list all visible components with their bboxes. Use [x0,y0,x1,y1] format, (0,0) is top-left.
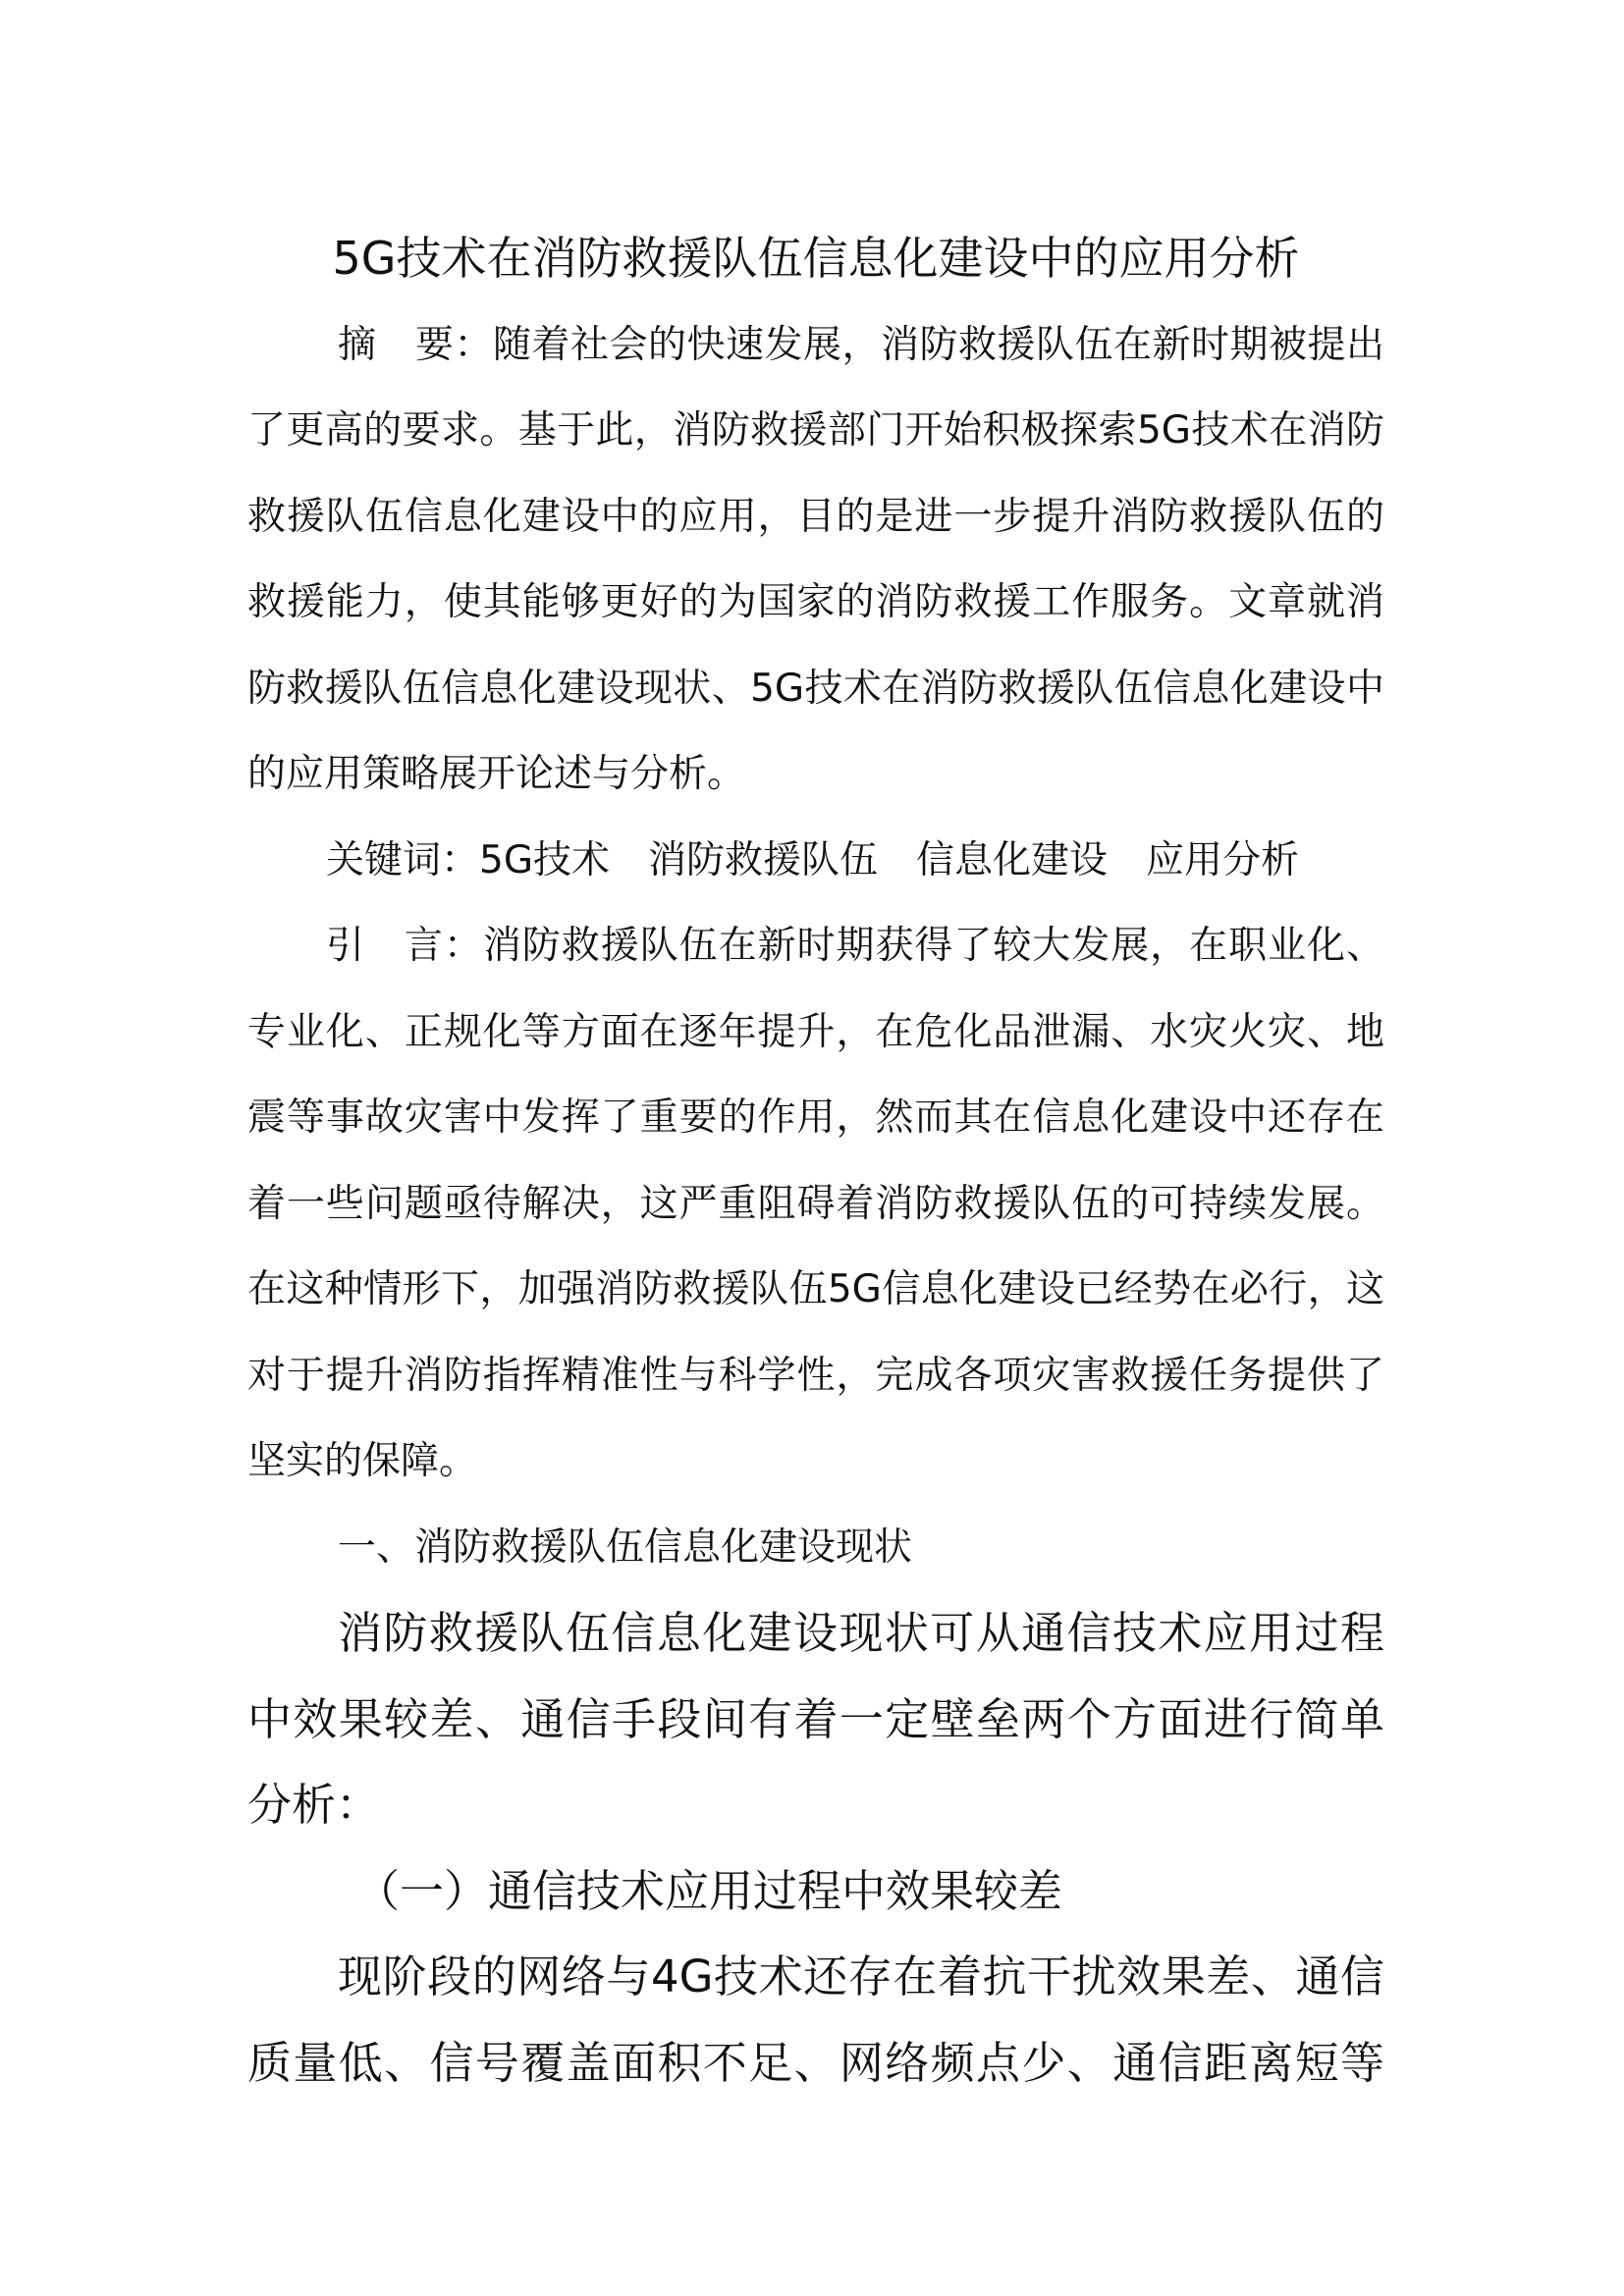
document-page [247,216,1384,2106]
abstract-line: 防救援队伍信息化建设现状、5G技术在消防救援队伍信息化建设中 [247,666,1384,711]
body-line: 消防救援队伍信息化建设现状可从通信技术应用过程 [338,1607,1384,1659]
body-line: 现阶段的网络与4G技术还存在着抗干扰效果差、通信 [338,1950,1384,2002]
abstract-line: 救援能力，使其能够更好的为国家的消防救援工作服务。文章就消 [247,580,1384,624]
document-title: 5G技术在消防救援队伍信息化建设中的应用分析 [332,232,1300,285]
keywords: 关键词：5G技术 消防救援队伍 信息化建设 应用分析 [326,837,1300,882]
abstract-line: 摘 要：随着社会的快速发展，消防救援队伍在新时期被提出 [338,322,1384,367]
intro-line: 坚实的保障。 [247,1439,478,1483]
abstract-line: 了更高的要求。基于此，消防救援部门开始积极探索5G技术在消防 [247,408,1384,453]
section-heading: 一、消防救援队伍信息化建设现状 [338,1524,913,1570]
intro-line: 着一些问题亟待解决，这严重阻碍着消防救援队伍的可持续发展。 [247,1181,1384,1226]
body-line: 分析： [247,1779,381,1831]
intro-line: 对于提升消防指挥精准性与科学性，完成各项灾害救援任务提供了 [247,1353,1384,1398]
intro-line: 震等事故灾害中发挥了重要的作用，然而其在信息化建设中还存在 [247,1095,1384,1140]
abstract-line: 的应用策略展开论述与分析。 [247,752,746,796]
intro-line: 专业化、正规化等方面在逐年提升，在危化品泄漏、水灾火灾、地 [247,1009,1384,1054]
intro-line: 引 言：消防救援队伍在新时期获得了较大发展，在职业化、 [326,924,1384,968]
body-line: 质量低、信号覆盖面积不足、网络频点少、通信距离短等 [247,2036,1384,2089]
body-line: 中效果较差、通信手段间有着一定壁垒两个方面进行简单 [247,1692,1384,1745]
intro-line: 在这种情形下，加强消防救援队伍5G信息化建设已经势在必行，这 [247,1267,1384,1311]
abstract-line: 救援队伍信息化建设中的应用，目的是进一步提升消防救援队伍的 [247,494,1384,539]
subsection-heading: （一）通信技术应用过程中效果较差 [355,1864,1063,1917]
